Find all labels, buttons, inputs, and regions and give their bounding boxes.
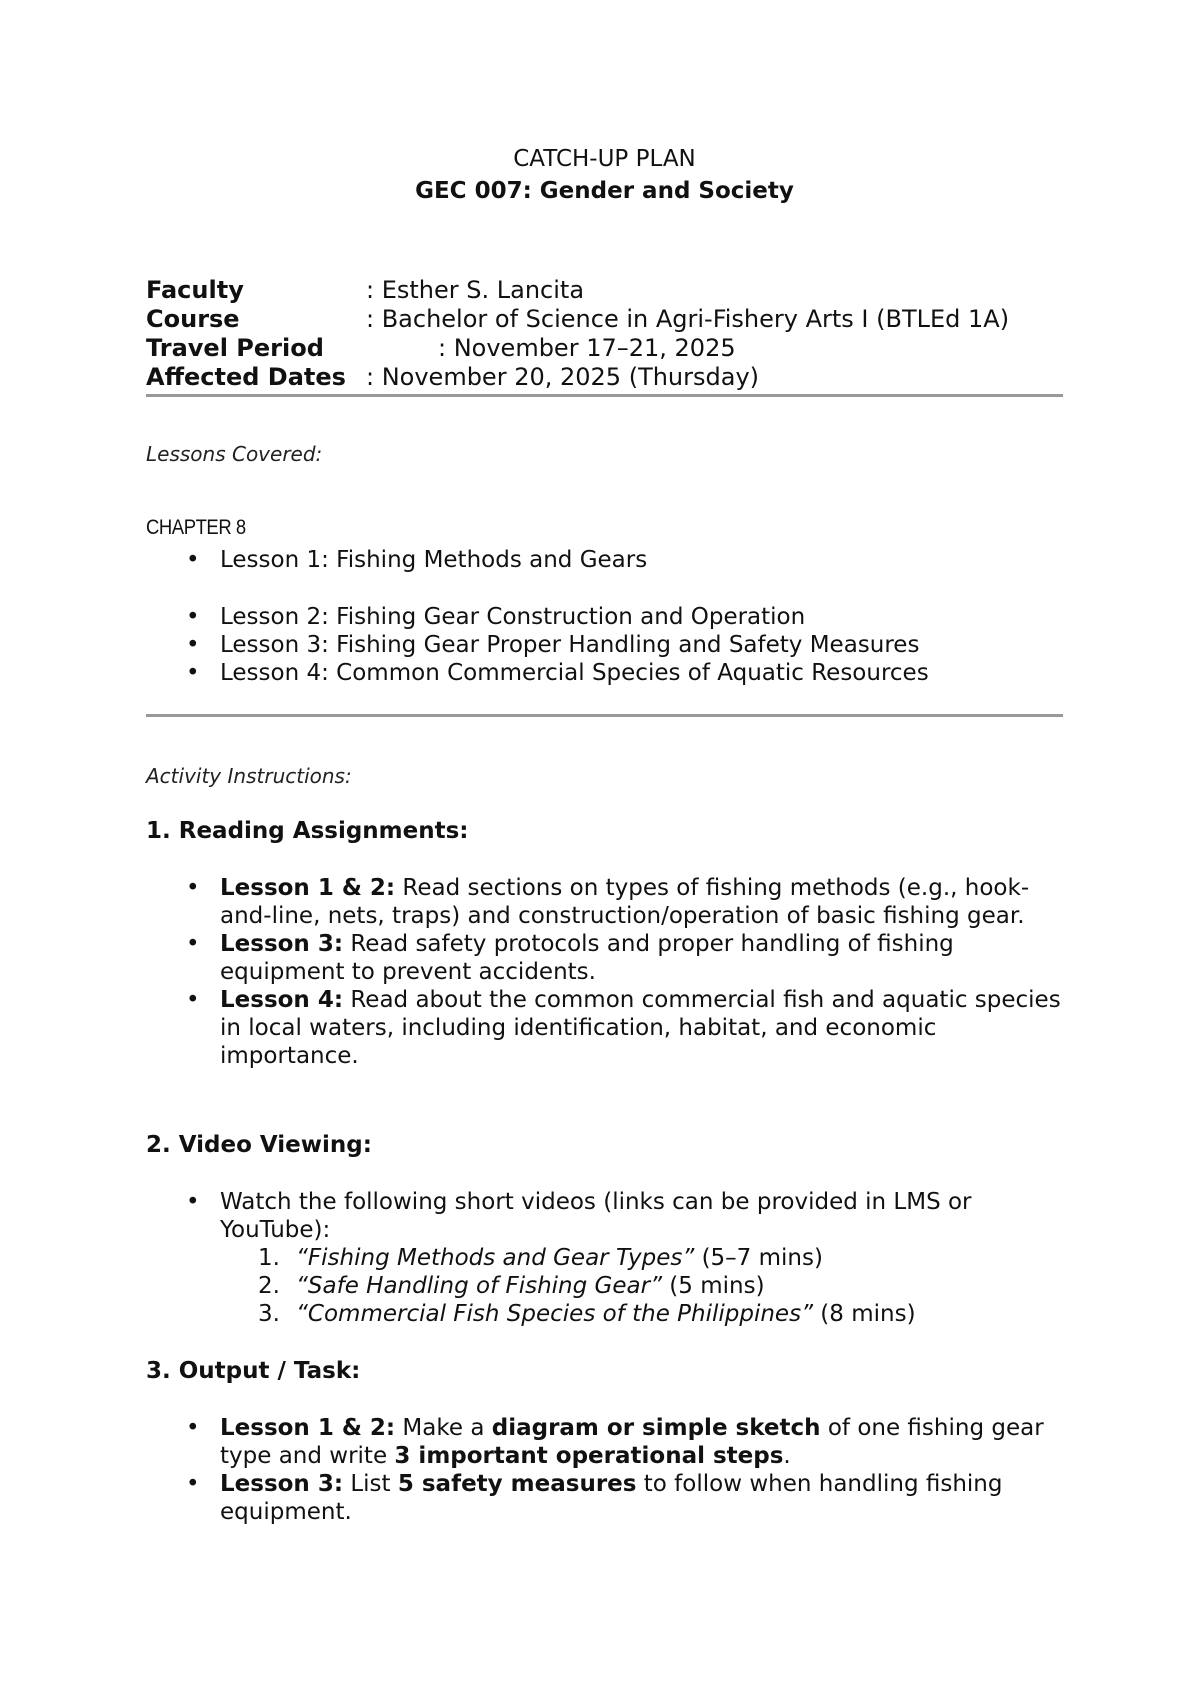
video-item: 1. “Fishing Methods and Gear Types” (5–7 mins) [258,1245,823,1271]
course-value: : Bachelor of Science in Agri-Fishery Arts I (BTLEd 1A) [366,305,1010,333]
output-heading: 3. Output / Task: [146,1358,361,1384]
list-item: • Watch the following short videos (links can be provided in LMS or YouTube): [186,1189,972,1243]
list-item: • Lesson 3: Read safety protocols and proper handling of fishing equipment to prevent accidents. [186,931,954,985]
lesson-list [146,546,1063,574]
faculty-value: : Esther S. Lancita [366,276,585,304]
list-item: • Lesson 2: Fishing Gear Construction and Operation [186,604,806,630]
video-item: 2. “Safe Handling of Fishing Gear” (5 mins) [258,1273,765,1299]
info-block [146,276,1063,392]
divider [146,394,1063,397]
list-item: • Lesson 4: Common Commercial Species of Aquatic Resources [186,660,929,686]
document-subtitle: GEC 007: Gender and Society [415,178,794,204]
reading-heading: 1. Reading Assignments: [146,818,469,844]
list-item: • Lesson 3: Fishing Gear Proper Handling and Safety Measures [186,632,920,658]
course-row [146,305,1063,334]
faculty-label: Faculty [146,276,244,304]
list-item: • Lesson 3: List 5 safety measures to follow when handling fishing equipment. [186,1471,1003,1525]
list-item: • Lesson 4: Read about the common commercial fish and aquatic species in local waters, including identification, habitat, and economic importance. [186,987,1061,1069]
video-list [146,1188,1063,1244]
affected-value: : November 20, 2025 (Thursday) [366,363,760,391]
divider [146,714,1063,717]
chapter-heading: CHAPTER 8 [146,516,246,539]
travel-value: : November 17–21, 2025 [438,334,736,362]
list-item: • Lesson 1 & 2: Make a diagram or simple sketch of one fishing gear type and write 3 important operational steps. [186,1415,1044,1469]
affected-row [146,363,1063,392]
course-label: Course [146,305,240,333]
affected-label: Affected Dates [146,363,346,391]
lessons-covered-label: Lessons Covered: [146,442,323,466]
reading-list [146,874,1063,1070]
travel-label: Travel Period [146,334,324,362]
travel-row [146,334,1063,363]
list-item: • Lesson 1: Fishing Methods and Gears [186,547,648,573]
list-item: • Lesson 1 & 2: Read sections on types of fishing methods (e.g., hook-and-line, nets, traps) and construction/operation of basic fishing gear. [186,875,1030,929]
video-item: 3. “Commercial Fish Species of the Philippines” (8 mins) [258,1301,916,1327]
video-numbered-list [146,1244,1063,1328]
lesson-list-continued [146,603,1063,687]
activity-instructions-label: Activity Instructions: [146,764,352,788]
output-list [146,1414,1063,1526]
faculty-row [146,276,1063,305]
video-heading: 2. Video Viewing: [146,1132,372,1158]
document-title: CATCH-UP PLAN [513,146,696,172]
